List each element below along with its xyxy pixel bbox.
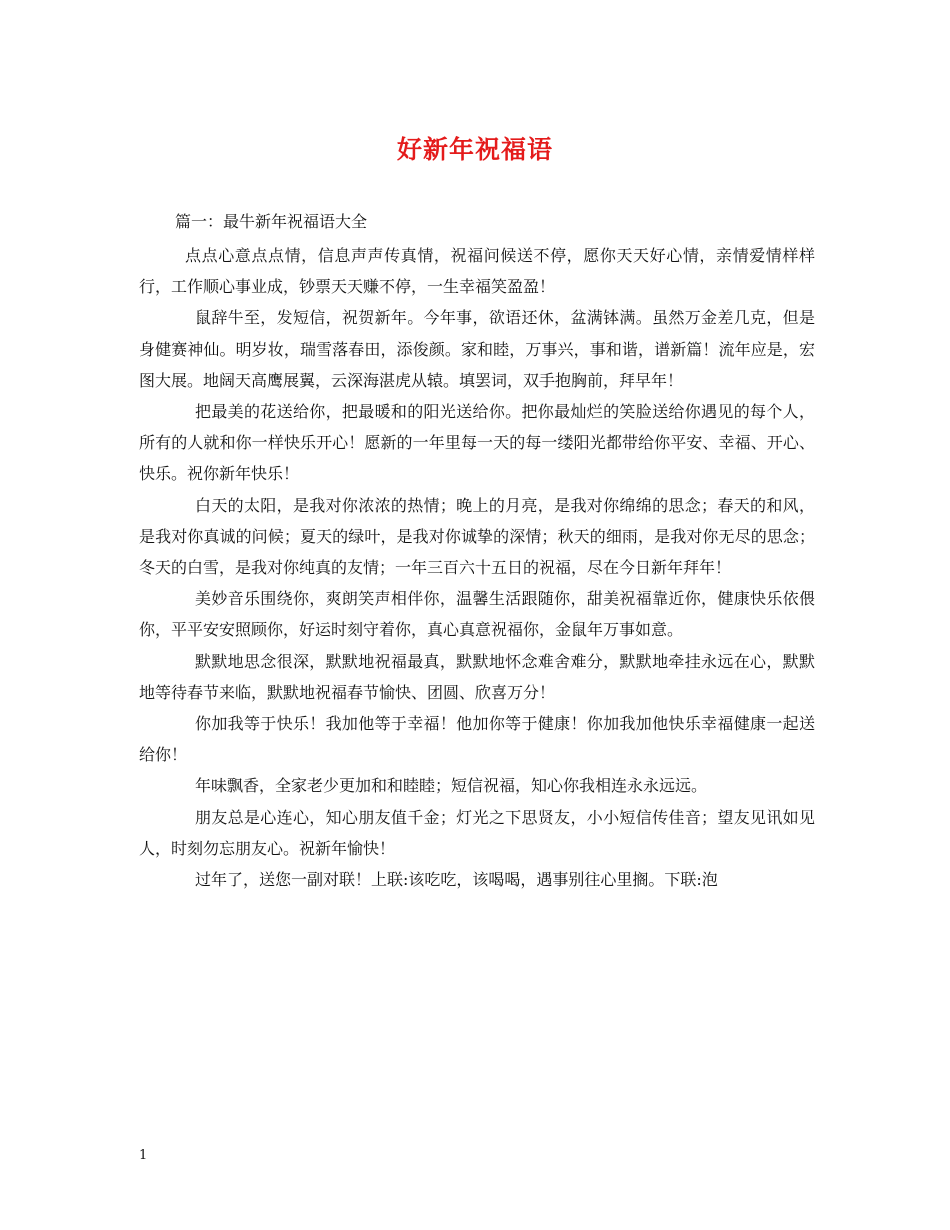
paragraph: 你加我等于快乐！我加他等于幸福！他加你等于健康！你加我加他快乐幸福健康一起送给你！: [139, 714, 815, 765]
page-number: 1: [139, 1148, 148, 1163]
paragraph: 年味飘香，全家老少更加和和睦睦；短信祝福，知心你我相连永永远远。: [195, 776, 708, 796]
section-heading: 篇一：最牛新年祝福语大全: [175, 212, 368, 231]
document-title: 好新年祝福语: [396, 135, 553, 164]
paragraph: 鼠辞牛至，发短信，祝贺新年。今年事，欲语还休，盆满钵满。虽然万金差几克，但是身健赛神仙。明岁妆，瑞雪落春田，添俊颜。家和睦，万事兴，事和谐，谱新篇！流年应是，宏图大展。地阔天高鹰展翼，云深海湛虎从辕。填罢词，双手抱胸前，拜早年！: [139, 308, 815, 390]
paragraph: 把最美的花送给你，把最暖和的阳光送给你。把你最灿烂的笑脸送给你遇见的每个人，所有的人就和你一样快乐开心！愿新的一年里每一天的每一缕阳光都带给你平安、幸福、开心、快乐。祝你新年快乐！: [139, 402, 815, 484]
paragraph: 美妙音乐围绕你，爽朗笑声相伴你，温馨生活跟随你，甜美祝福靠近你，健康快乐依偎你，平平安安照顾你，好运时刻守着你，真心真意祝福你，金鼠年万事如意。: [139, 589, 815, 640]
paragraph: 默默地思念很深，默默地祝福最真，默默地怀念难舍难分，默默地牵挂永远在心，默默地等待春节来临，默默地祝福春节愉快、团圆、欣喜万分！: [139, 651, 815, 702]
paragraph: 点点心意点点情，信息声声传真情，祝福问候送不停，愿你天天好心情，亲情爱情样样行，工作顺心事业成，钞票天天赚不停，一生幸福笑盈盈！: [139, 246, 815, 297]
body-text: [139, 240, 815, 895]
paragraph: 朋友总是心连心，知心朋友值千金；灯光之下思贤友，小小短信传佳音；望友见讯如见人，时刻勿忘朋友心。祝新年愉快！: [139, 807, 815, 858]
paragraph: 白天的太阳，是我对你浓浓的热情；晚上的月亮，是我对你绵绵的思念；春天的和风，是我对你真诚的问候；夏天的绿叶，是我对你诚挚的深情；秋天的细雨，是我对你无尽的思念；冬天的白雪，是我对你纯真的友情；一年三百六十五日的祝福，尽在今日新年拜年！: [139, 495, 815, 578]
paragraph: 过年了，送您一副对联！上联:该吃吃，该喝喝，遇事别往心里搁。下联:泡: [195, 870, 718, 890]
